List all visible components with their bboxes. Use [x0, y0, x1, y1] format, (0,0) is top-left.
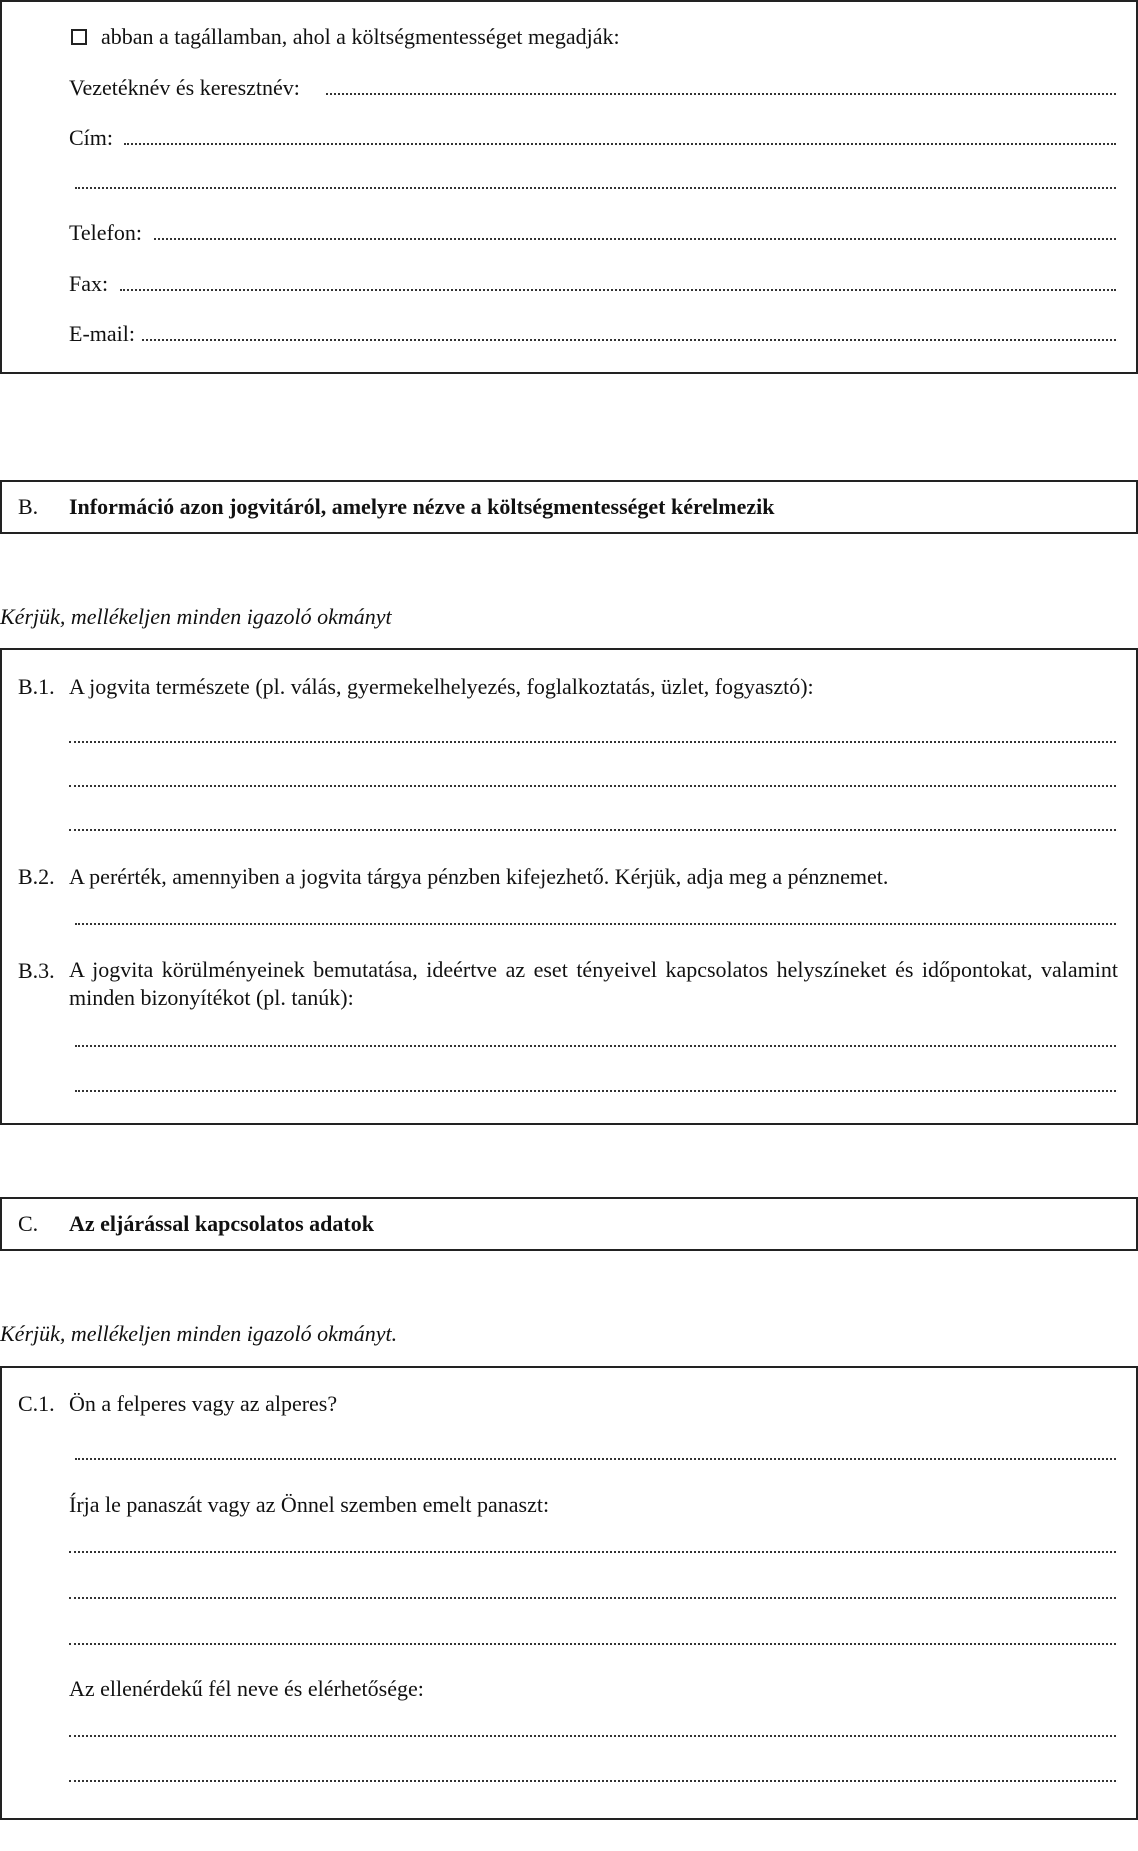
- section-b-note: Kérjük, mellékeljen minden igazoló okmányt: [0, 604, 392, 629]
- complaint-line-2[interactable]: [69, 1597, 1116, 1599]
- member-state-checkbox[interactable]: [71, 29, 87, 45]
- section-b-title: Információ azon jogvitáról, amelyre nézve a költségmentességet kérelmezik: [69, 494, 775, 519]
- address-label: Cím:: [69, 125, 114, 150]
- section-c-letter: C.: [18, 1211, 39, 1236]
- complaint-line-1[interactable]: [69, 1551, 1116, 1553]
- b1-number: B.1.: [18, 674, 55, 699]
- b3-number: B.3.: [18, 958, 55, 983]
- section-c-title: Az eljárással kapcsolatos adatok: [69, 1211, 374, 1236]
- section-c-body: [0, 1366, 1138, 1820]
- phone-field[interactable]: [154, 238, 1116, 240]
- b2-answer-line[interactable]: [75, 923, 1116, 925]
- address-field-line-1[interactable]: [124, 143, 1116, 145]
- b1-question: A jogvita természete (pl. válás, gyermekelhelyezés, foglalkoztatás, üzlet, fogyasztó):: [69, 674, 814, 699]
- c1-number: C.1.: [18, 1391, 55, 1416]
- email-field[interactable]: [142, 339, 1116, 341]
- b1-answer-line-3[interactable]: [69, 829, 1116, 831]
- c1-answer-line[interactable]: [75, 1458, 1116, 1460]
- b3-question: A jogvita körülményeinek bemutatása, ideértve az eset tényeivel kapcsolatos helyszíneket és időpontokat, valamint minden bizonyítékot (pl. tanúk):: [69, 957, 1118, 1010]
- fax-label: Fax:: [69, 271, 109, 296]
- email-label: E-mail:: [69, 321, 135, 346]
- b3-answer-line-2[interactable]: [75, 1090, 1116, 1092]
- member-state-label: abban a tagállamban, ahol a költségmentességet megadják:: [101, 24, 620, 49]
- complaint-label: Írja le panaszát vagy az Önnel szemben emelt panaszt:: [69, 1492, 550, 1517]
- opponent-label: Az ellenérdekű fél neve és elérhetősége:: [69, 1676, 424, 1701]
- address-field-line-2[interactable]: [75, 187, 1116, 189]
- b2-number: B.2.: [18, 864, 55, 889]
- fax-field[interactable]: [120, 289, 1116, 291]
- section-c-note: Kérjük, mellékeljen minden igazoló okmányt.: [0, 1321, 398, 1346]
- b3-answer-line-1[interactable]: [75, 1045, 1116, 1047]
- opponent-line-1[interactable]: [69, 1735, 1116, 1737]
- b1-answer-line-2[interactable]: [69, 785, 1116, 787]
- phone-label: Telefon:: [69, 220, 142, 245]
- opponent-line-2[interactable]: [69, 1780, 1116, 1782]
- c1-question: Ön a felperes vagy az alperes?: [69, 1391, 338, 1416]
- name-label: Vezetéknév és keresztnév:: [69, 75, 300, 100]
- section-b-letter: B.: [18, 494, 39, 519]
- name-field[interactable]: [326, 93, 1116, 95]
- b1-answer-line-1[interactable]: [69, 741, 1116, 743]
- b2-question: A perérték, amennyiben a jogvita tárgya pénzben kifejezhető. Kérjük, adja meg a pénznemet.: [69, 864, 889, 889]
- complaint-line-3[interactable]: [69, 1643, 1116, 1645]
